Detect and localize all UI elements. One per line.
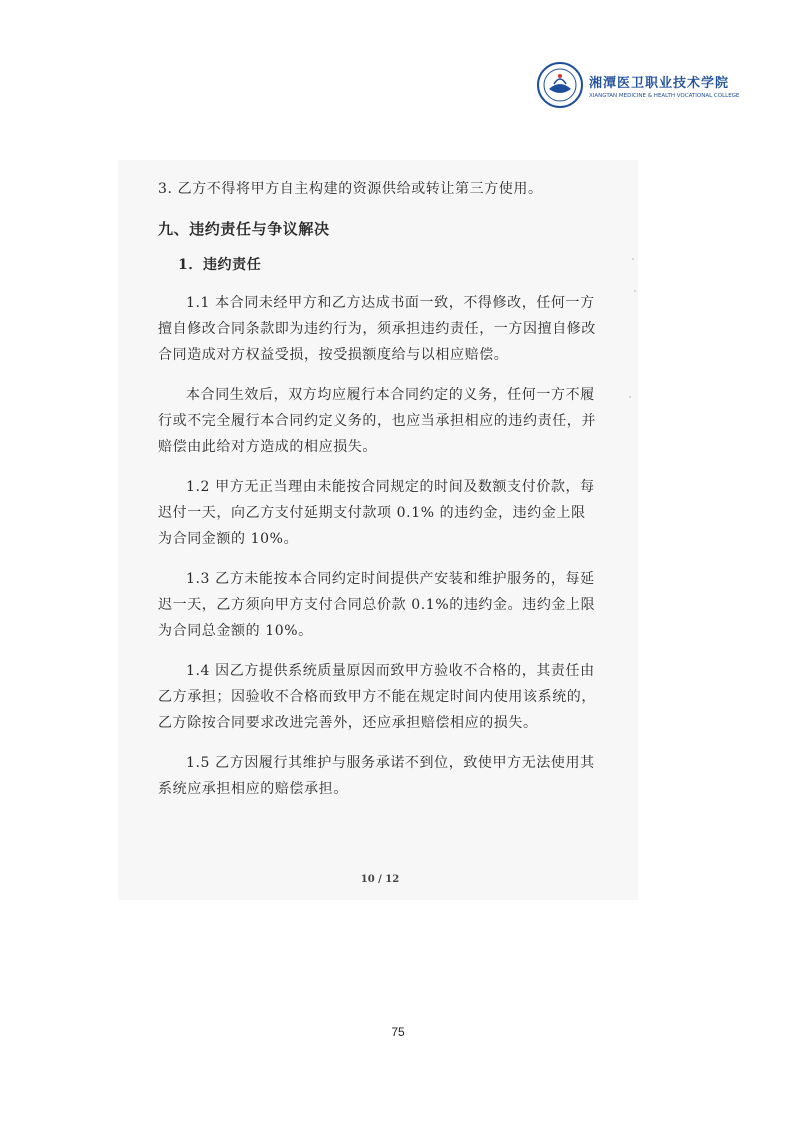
scan-speck	[632, 258, 634, 260]
paragraph-1-5: 1.5 乙方因履行其维护与服务承诺不到位，致使甲方无法使用其系统应承担相应的赔偿承担。	[158, 755, 595, 797]
section-title: 九、违约责任与争议解决	[158, 220, 330, 238]
paragraph-effect: 本合同生效后，双方均应履行本合同约定的义务，任何一方不履行或不完全履行本合同约定义务的，也应当承担相应的违约责任，并赔偿由此给对方造成的相应损失。	[158, 387, 596, 455]
subsection-title: 1．违约责任	[178, 257, 262, 273]
college-name-en: XIANGTAN MEDICINE & HEALTH VOCATIONAL COLLEGE	[589, 92, 740, 99]
paragraph-1-2: 1.2 甲方无正当理由未能按合同规定的时间及数额支付价款，每迟付一天，向乙方支付延期支付款项 0.1% 的违约金，违约金上限为合同金额的 10%。	[158, 479, 595, 547]
college-logo	[537, 60, 740, 110]
scan-speck	[634, 290, 636, 292]
scan-speck	[629, 396, 631, 398]
contract-content	[158, 176, 598, 816]
clause-3: 3. 乙方不得将甲方自主构建的资源供给或转让第三方使用。	[158, 181, 543, 197]
page-number: 75	[391, 1025, 405, 1039]
college-name-cn: 湘潭医卫职业技术学院	[589, 75, 730, 91]
paragraph-1-1: 1.1 本合同未经甲方和乙方达成书面一致，不得修改，任何一方擅自修改合同条款即为违约行为，须承担违约责任，一方因擅自修改合同造成对方权益受损，按受损额度给与以相应赔偿。	[158, 295, 596, 363]
paragraph-1-4: 1.4 因乙方提供系统质量原因而致甲方验收不合格的，其责任由乙方承担；因验收不合格而致甲方不能在规定时间内使用该系统的，乙方除按合同要求改进完善外，还应承担赔偿相应的损失。	[158, 663, 596, 731]
paragraph-1-3: 1.3 乙方未能按本合同约定时间提供产安装和维护服务的，每延迟一天，乙方须向甲方支付合同总价款 0.1%的违约金。违约金上限为合同总金额的 10%。	[158, 571, 596, 639]
college-seal-icon	[537, 62, 583, 108]
scan-page-mark: 10 / 12	[360, 874, 400, 885]
